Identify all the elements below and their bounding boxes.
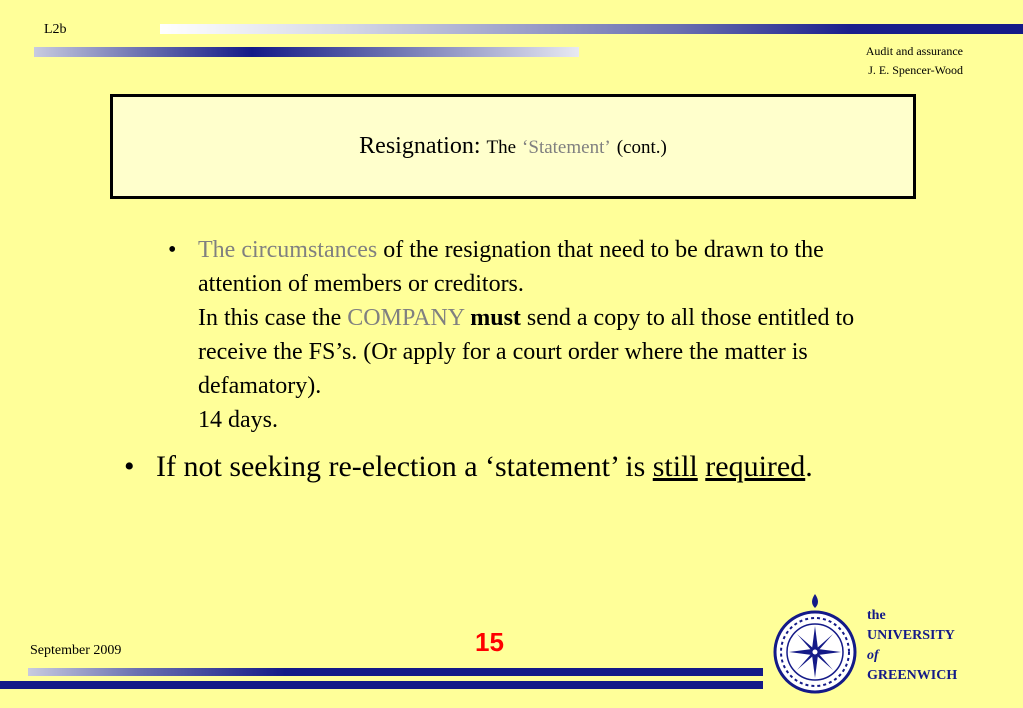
bullet1-paragraph1 — [198, 233, 898, 301]
company-highlight: COMPANY — [347, 305, 465, 331]
second-decorative-bar — [34, 47, 579, 57]
bullet1-deadline: 14 days. — [198, 407, 278, 433]
top-decorative-bar — [160, 24, 1023, 34]
bullet-re-election — [124, 446, 884, 488]
bullet-circumstances — [168, 233, 898, 437]
course-name: Audit and assurance — [865, 44, 963, 58]
wordmark-of: of — [867, 648, 879, 663]
bullet-marker: • — [124, 450, 135, 483]
wordmark-the: the — [867, 608, 886, 623]
bullet-marker: • — [168, 237, 177, 263]
title-statement: ‘Statement’ — [522, 137, 611, 158]
wordmark-university: UNIVERSITY — [867, 628, 955, 643]
required-underlined: required — [705, 450, 806, 483]
footer-bar-lower — [0, 681, 763, 689]
title-cont: (cont.) — [616, 137, 667, 158]
footer-date: September 2009 — [30, 643, 122, 658]
bullet1-line2-start: In this case the — [198, 305, 348, 331]
title-box — [110, 94, 916, 199]
footer-bar-upper — [28, 668, 763, 676]
university-seal-icon — [770, 592, 860, 700]
university-wordmark — [867, 606, 957, 686]
title-main: Resignation: — [359, 133, 481, 159]
slide-tag: L2b — [44, 22, 67, 37]
still-underlined: still — [652, 450, 698, 483]
title-the: The — [486, 137, 517, 158]
slide-title — [359, 133, 667, 160]
must-emphasis: must — [470, 305, 521, 331]
circumstances-highlight: The circumstances — [198, 237, 378, 263]
bullet2-period: . — [805, 450, 813, 483]
bullet1-paragraph2 — [198, 301, 898, 403]
bullet1-text: of the resignation that need to be drawn to the attention of members or creditors. — [198, 237, 824, 297]
wordmark-greenwich: GREENWICH — [867, 668, 958, 683]
bullet2-text: If not seeking re-election a ‘statement’ is — [156, 450, 653, 483]
bullet1-line2-end: send a copy to all those entitled to receive the FS’s. (Or apply for a court order where the matter is defamatory). — [198, 305, 855, 399]
author-name: J. E. Spencer-Wood — [868, 63, 963, 77]
page-number: 15 — [475, 627, 504, 657]
